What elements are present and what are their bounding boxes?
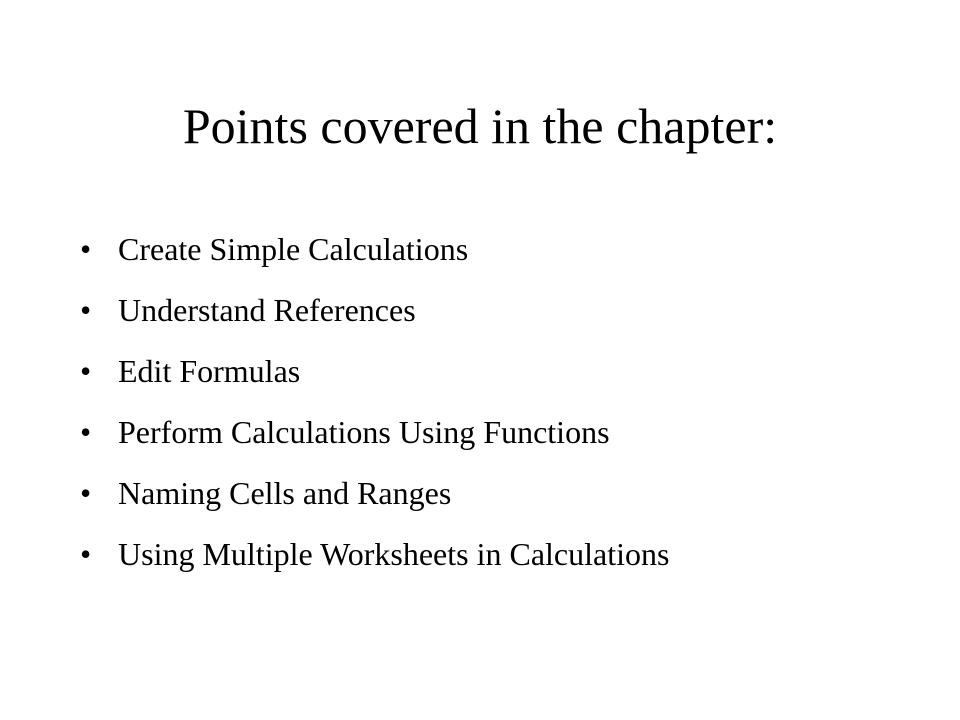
bullet-icon: •: [80, 353, 92, 389]
bullet-text: Edit Formulas: [118, 353, 301, 389]
bullet-text: Naming Cells and Ranges: [118, 475, 452, 511]
bullet-icon: •: [80, 536, 92, 572]
bullet-icon: •: [80, 231, 92, 267]
bullet-list: [80, 219, 669, 585]
bullet-item: [80, 402, 669, 463]
bullet-text: Using Multiple Worksheets in Calculations: [118, 536, 670, 572]
bullet-icon: •: [80, 414, 92, 450]
bullet-item: [80, 463, 669, 524]
bullet-icon: •: [80, 475, 92, 511]
bullet-text: Understand References: [118, 292, 416, 328]
bullet-item: [80, 524, 669, 585]
bullet-item: [80, 219, 669, 280]
slide-title: Points covered in the chapter:: [182, 98, 778, 154]
bullet-text: Create Simple Calculations: [118, 231, 469, 267]
bullet-icon: •: [80, 292, 92, 328]
bullet-item: [80, 341, 669, 402]
bullet-text: Perform Calculations Using Functions: [118, 414, 610, 450]
bullet-item: [80, 280, 669, 341]
